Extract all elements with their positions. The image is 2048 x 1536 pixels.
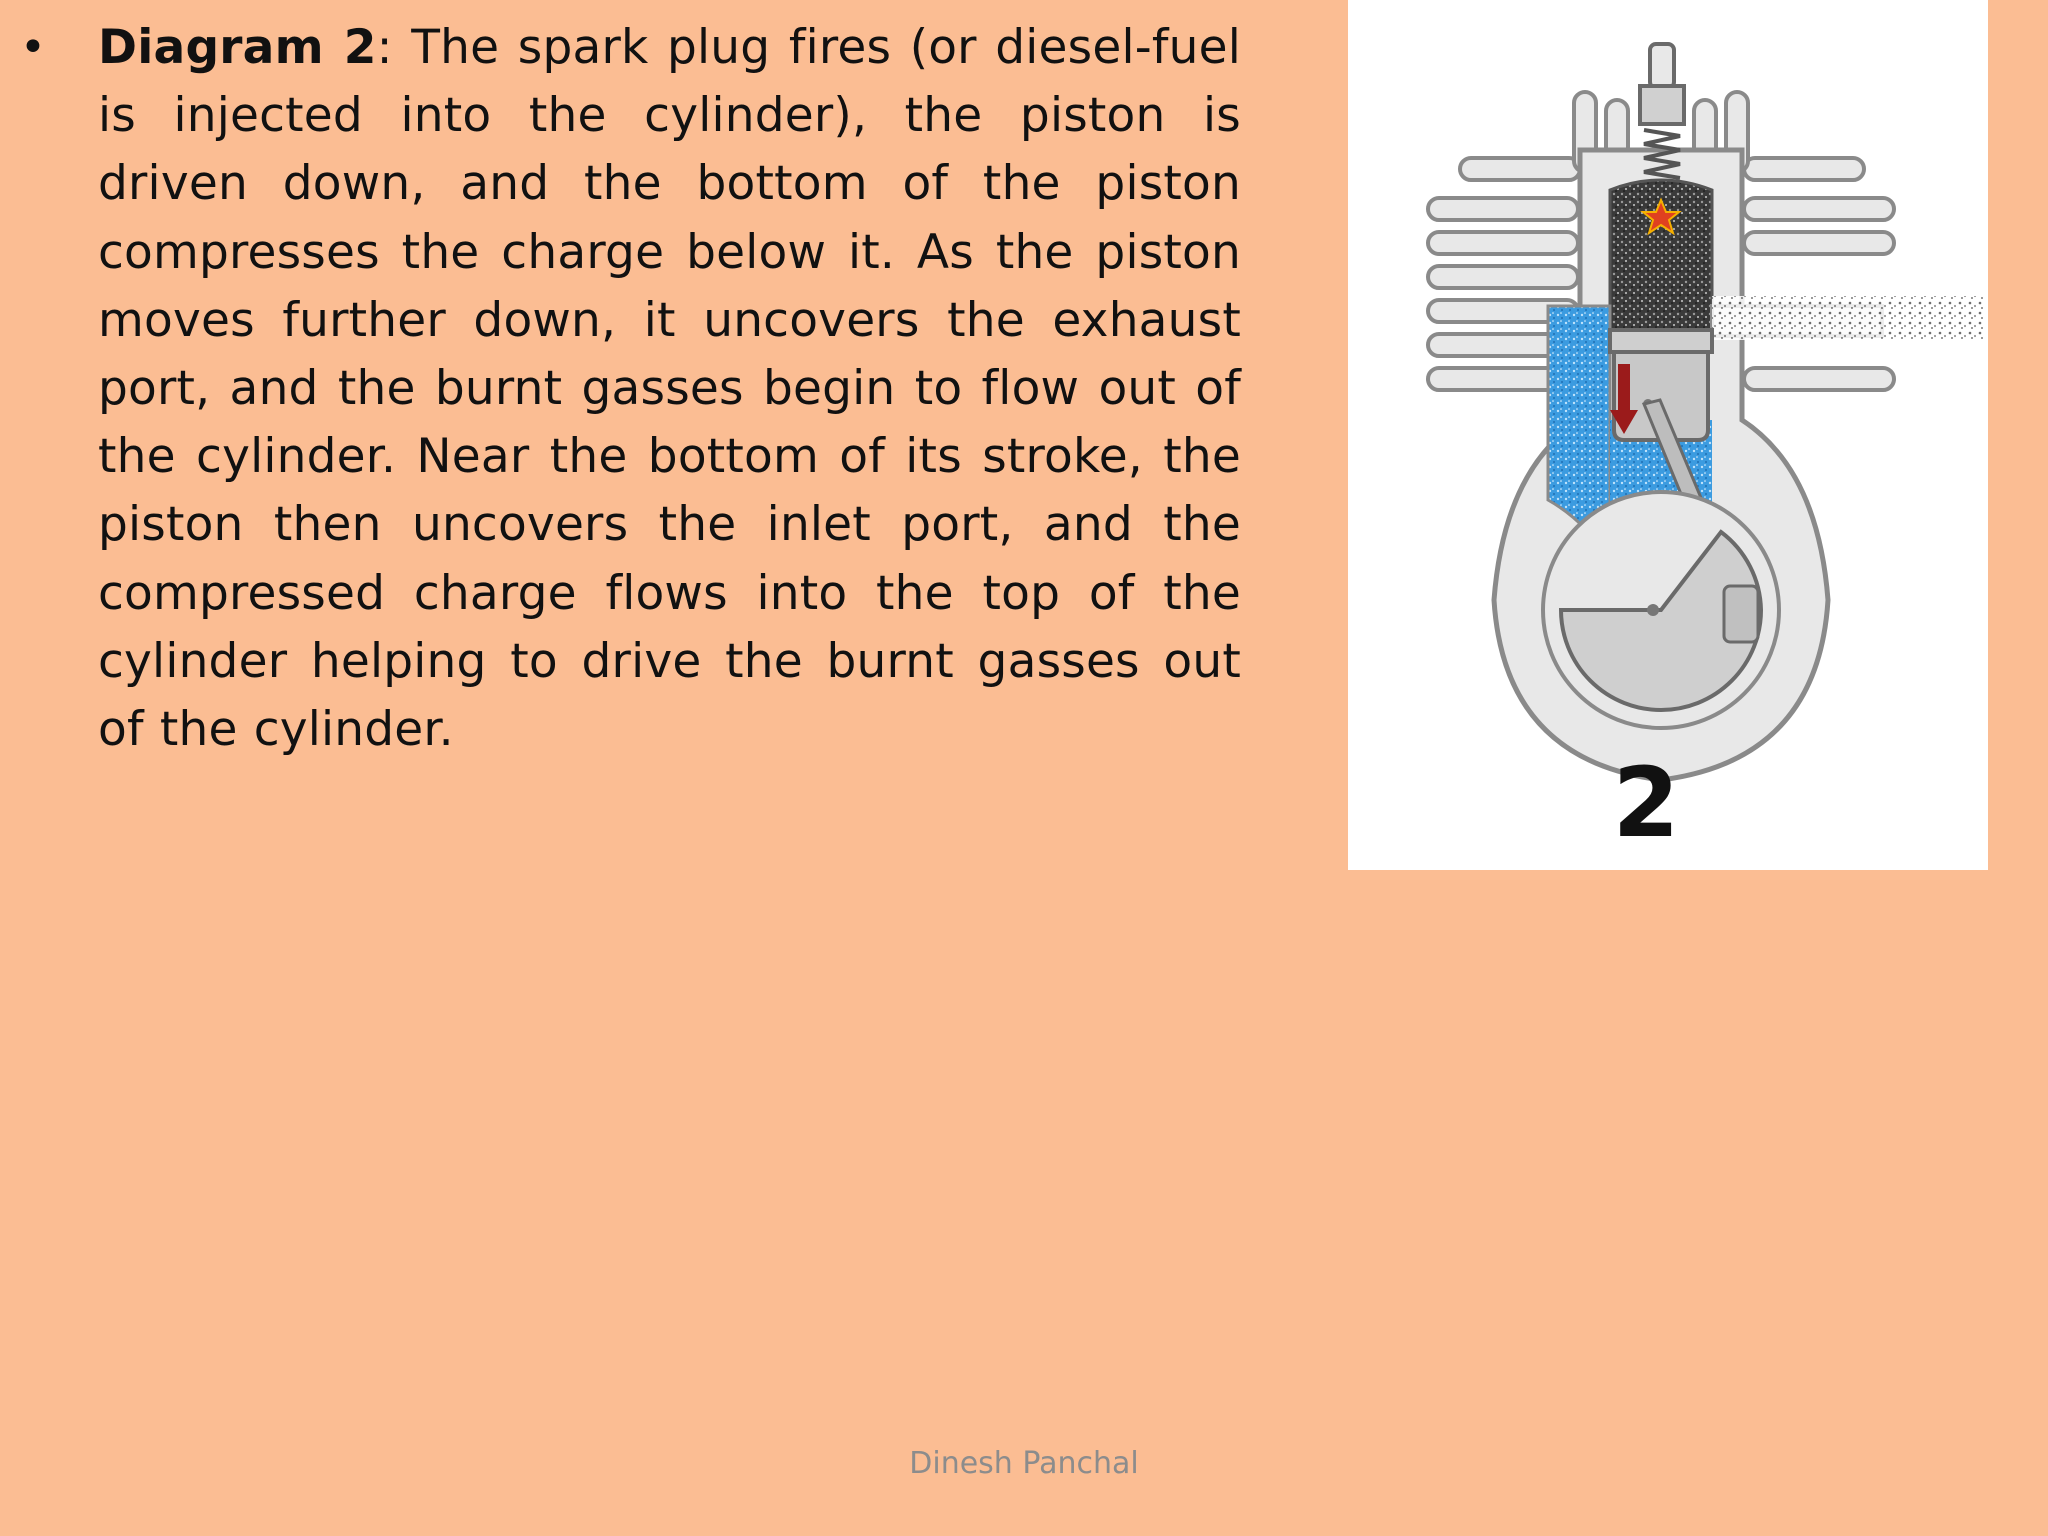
footer-author: Dinesh Panchal (909, 1446, 1139, 1481)
bullet-body: The spark plug fires (or diesel-fuel is injected into the cylinder), the piston is driven down, and the bottom of the piston compresses the charge below it. As the piston moves further down, it uncovers the exhaust port, and the burnt gasses begin to flow out of the cylinder. Near the bottom of its stroke, the piston then uncovers the inlet port, and the compressed charge flows into the top of the cylinder helping to drive the burnt gasses out of the cylinder. (98, 20, 1241, 758)
bullet-marker: • (20, 22, 46, 73)
diagram-number: 2 (1612, 747, 1680, 859)
two-stroke-engine-diagram (1348, 0, 1988, 870)
bullet-text (98, 14, 1241, 764)
crankshaft (1543, 492, 1779, 728)
exhaust-smoke (1712, 296, 1984, 340)
engine-illustration (1348, 0, 1988, 870)
bullet-separator: : (376, 20, 393, 75)
bullet-lead: Diagram 2 (98, 20, 377, 75)
cooling-fins-right (1744, 158, 1894, 390)
